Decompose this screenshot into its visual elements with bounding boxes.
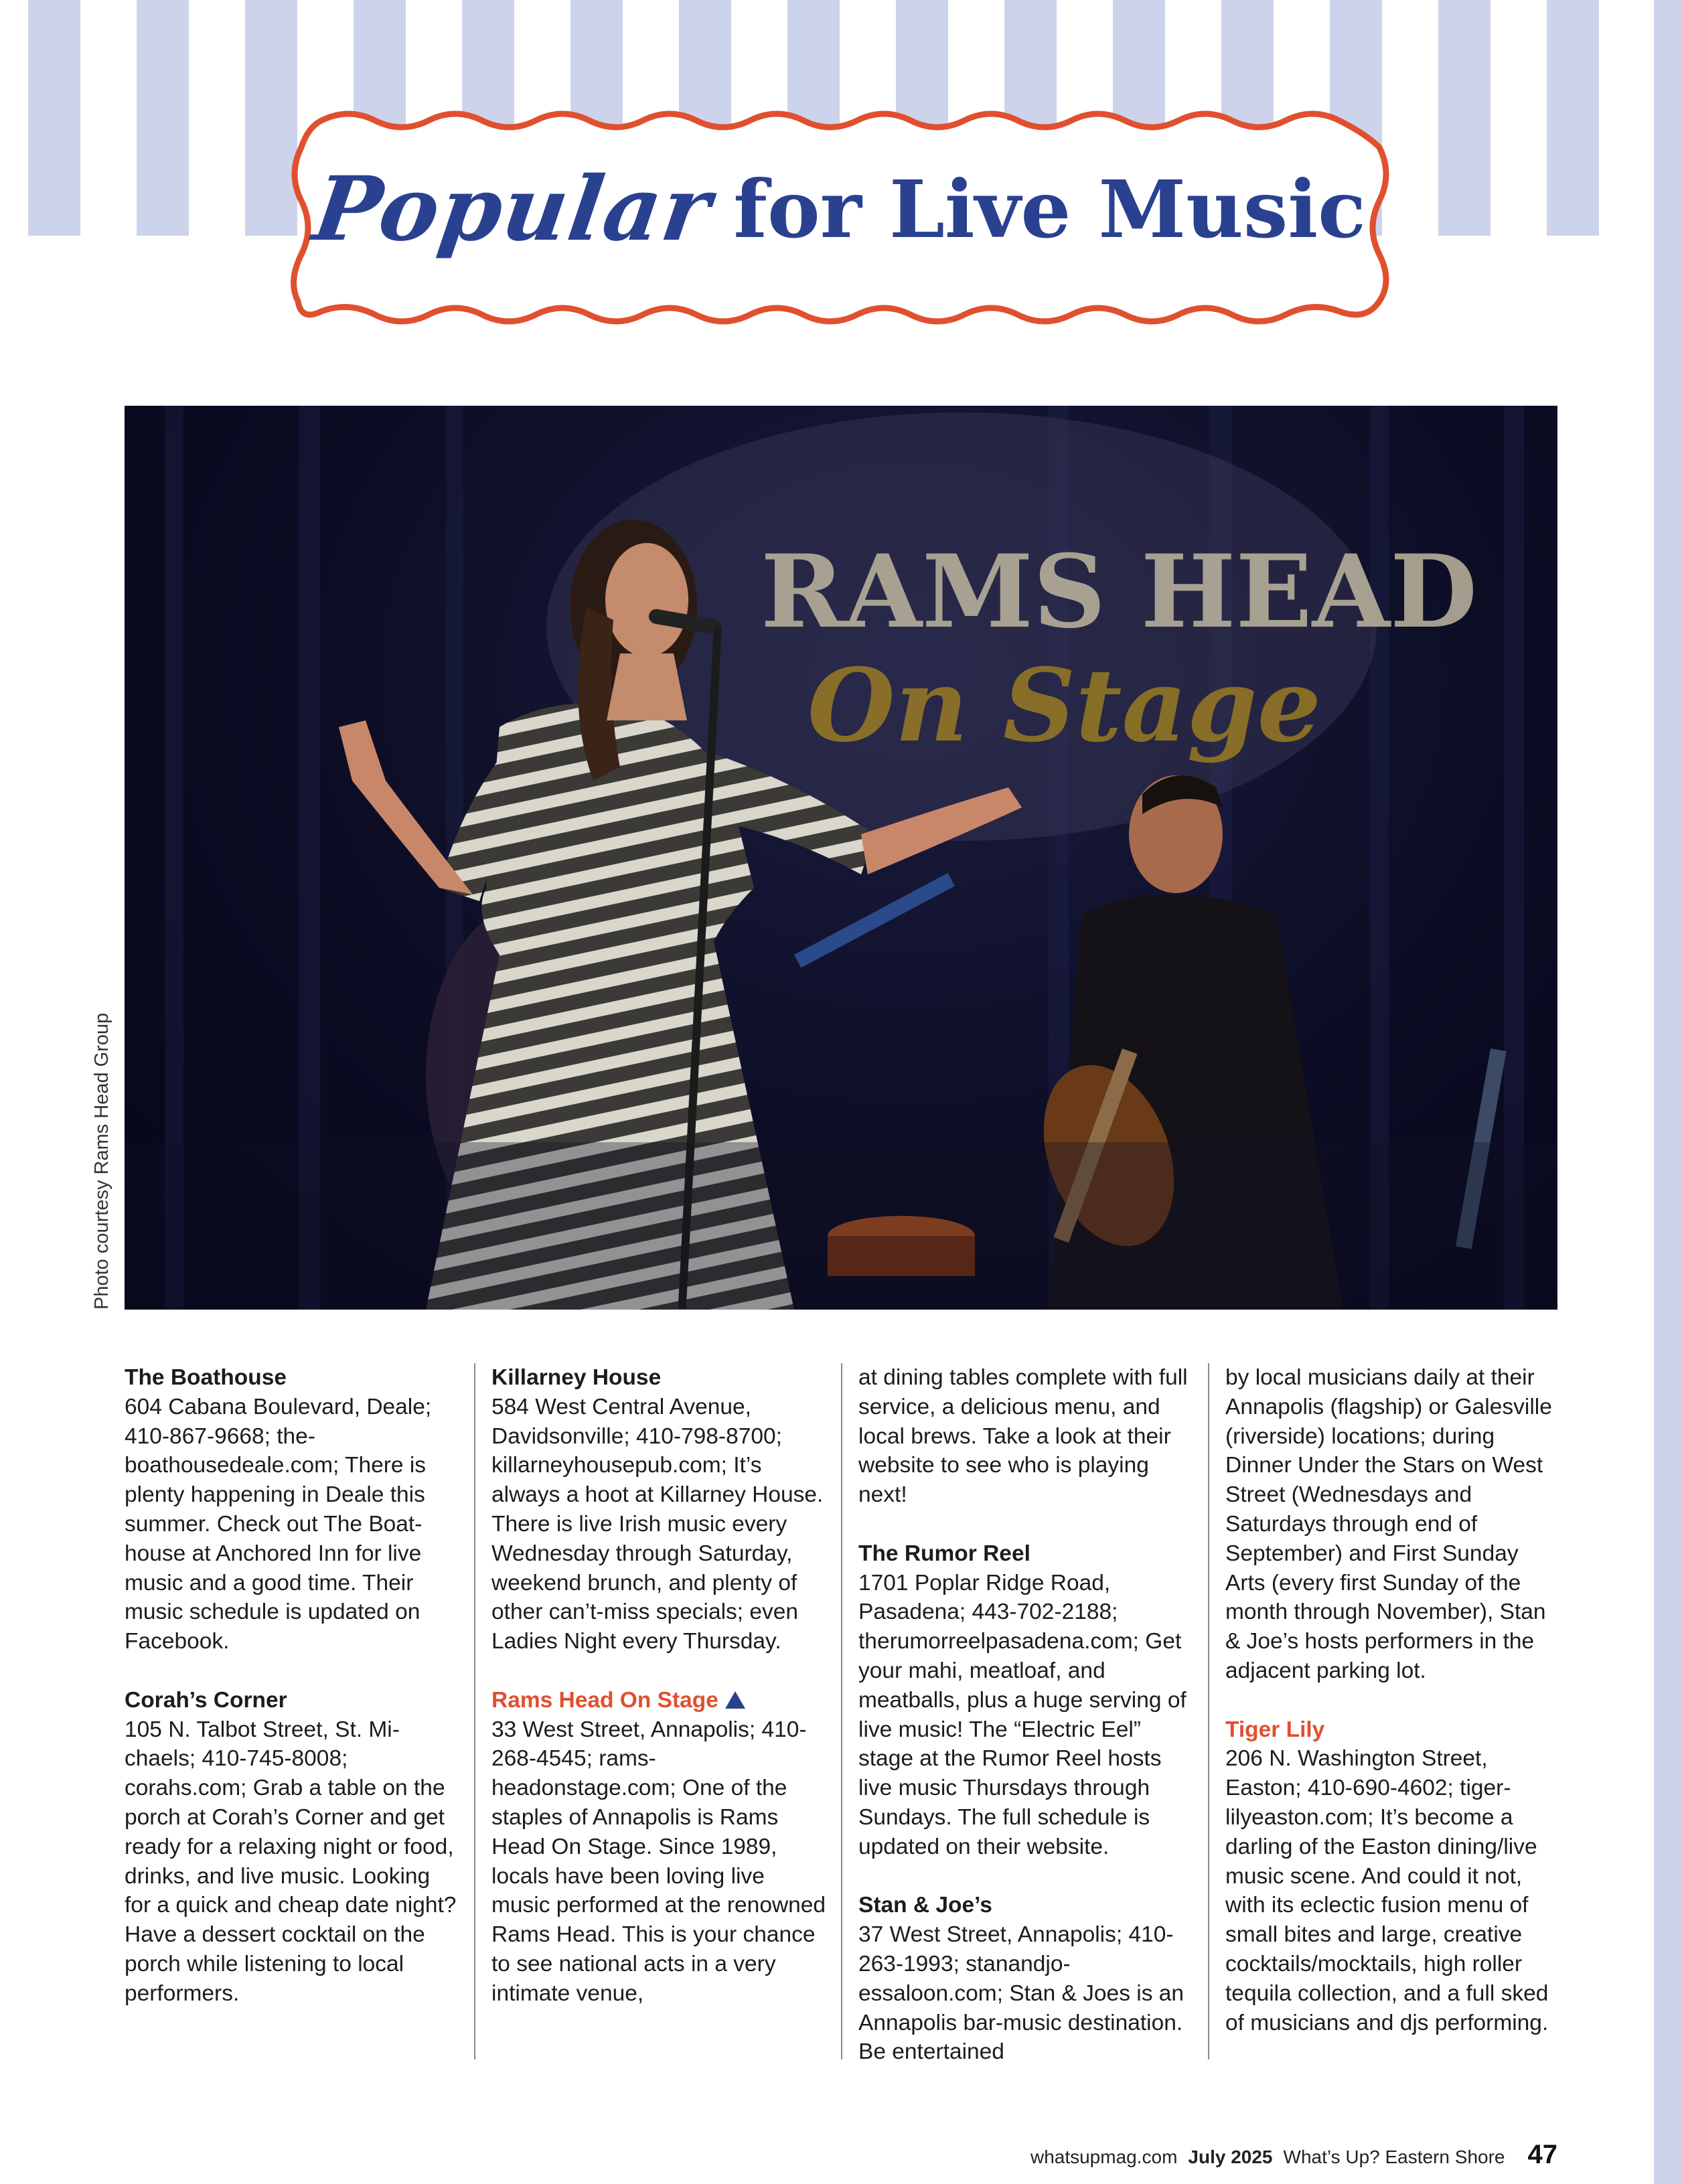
listing-title: Killarney House [491, 1365, 662, 1390]
column-4 [1225, 1363, 1560, 2067]
page-footer [1030, 2140, 1557, 2173]
listing-title: Corah’s Corner [125, 1687, 287, 1713]
listing-the-boathouse [125, 1363, 459, 1656]
listing-title: Rams Head On Stage [491, 1687, 718, 1713]
listing-body: 604 Cabana Boulevard, Deale; 410-867-9668; theboathousedeale.com; There is plenty happening in Deale this summer. Check out The Boathouse at Anchored Inn for live music and a good time. Their music schedule is updated on Facebook. [125, 1394, 432, 1654]
title-script-word: Popular [307, 157, 718, 261]
listing-tiger-lily [1225, 1715, 1560, 2038]
sign-rams-head: RAMS HEAD [761, 533, 1478, 651]
listing-body: 206 N. Washington Street, Easton; 410-690-4602; tigerlilyeaston.com; It’s become a darling of the Easton dining/live music scene. And could it not, with its eclectic fusion menu of small bites and large, creative cocktails/mocktails, high roller tequila collection, and a full sked of musicians and djs performing. [1225, 1746, 1549, 2035]
listing-body: by local musicians daily at their Annapolis (flagship) or Galesville (riverside) locations; during Dinner Under the Stars on West Street (Wednesdays and Saturdays through end of September) and First Sunday Arts (every first Sunday of the month through November), Stan & Joe’s hosts performers in the adjacent parking lot. [1225, 1365, 1552, 1683]
footer-issue: July 2025 [1188, 2147, 1273, 2167]
listing-body: 1701 Poplar Ridge Road, Pasadena; 443-702-2188; therumorreelpasadena.com; Get your mahi, meatloaf, and meatballs, plus a huge serving of live music! The “Electric Eel” stage at the Rumor Reel hosts live music Thursdays through Sundays. The full schedule is updated on their website. [858, 1570, 1187, 1859]
listing-body: at dining tables complete with full service, a delicious menu, and local brews. Take a look at their website to see who is playing next! [858, 1365, 1188, 1508]
listings [125, 1363, 1557, 2073]
footer-site: whatsupmag.com [1030, 2147, 1178, 2167]
listing-killarney-house [491, 1363, 826, 1656]
listing-continuation [858, 1363, 1193, 1510]
listing-body: 105 N. Talbot Street, St. Michaels; 410-745-8008; corahs.com; Grab a table on the porch at Corah’s Corner and get ready for a relaxing night or food, drinks, and live music. Looking for a quick and cheap date night? Have a dessert cocktail on the porch while listening to local performers. [125, 1717, 457, 2006]
photo-credit: Photo courtesy Rams Head Group [91, 1012, 112, 1310]
listing-the-rumor-reel [858, 1539, 1193, 1862]
sign-on-stage: On Stage [808, 647, 1322, 765]
page-title: for Live Music [733, 162, 1366, 256]
listing-body: 33 West Street, Annapolis; 410-268-4545; ramsheadonstage.com; One of the staples of Annapolis is Rams Head On Stage. Since 1989, locals have been loving live music performed at the renowned Rams Head. This is your chance to see national acts in a very intimate venue, [491, 1717, 826, 2006]
page-edge-band [1654, 0, 1682, 2184]
title-badge [281, 107, 1399, 328]
triangle-up-icon [725, 1691, 745, 1709]
concert-photo [125, 406, 1557, 1310]
page-number: 47 [1527, 2140, 1557, 2169]
listing-title: Tiger Lily [1225, 1717, 1325, 1742]
footer-publication: What’s Up? Eastern Shore [1283, 2147, 1505, 2167]
listing-body: 37 West Street, Annapolis; 410-263-1993; stanandjoessaloon.com; Stan & Joes is an Annapolis bar-music destination. Be entertained [858, 1922, 1184, 2065]
listing-continuation [1225, 1363, 1560, 1686]
listing-stan-and-joes [858, 1891, 1193, 2067]
column-3 [858, 1363, 1193, 2096]
column-1 [125, 1363, 459, 2037]
listing-body: 584 West Central Avenue, Davidsonville; 410-798-8700; killarneyhousepub.com; It’s always a hoot at Killarney House. There is live Irish music every Wednesday through Saturday, weekend brunch, and plenty of other can’t-miss specials; even Ladies Night every Thursday. [491, 1394, 824, 1654]
listing-title: The Boathouse [125, 1365, 287, 1390]
listing-rams-head-on-stage [491, 1686, 826, 2009]
listing-corahs-corner [125, 1686, 459, 2009]
column-2 [491, 1363, 826, 2037]
listing-title: The Rumor Reel [858, 1541, 1030, 1566]
listing-title: Stan & Joe’s [858, 1893, 992, 1918]
